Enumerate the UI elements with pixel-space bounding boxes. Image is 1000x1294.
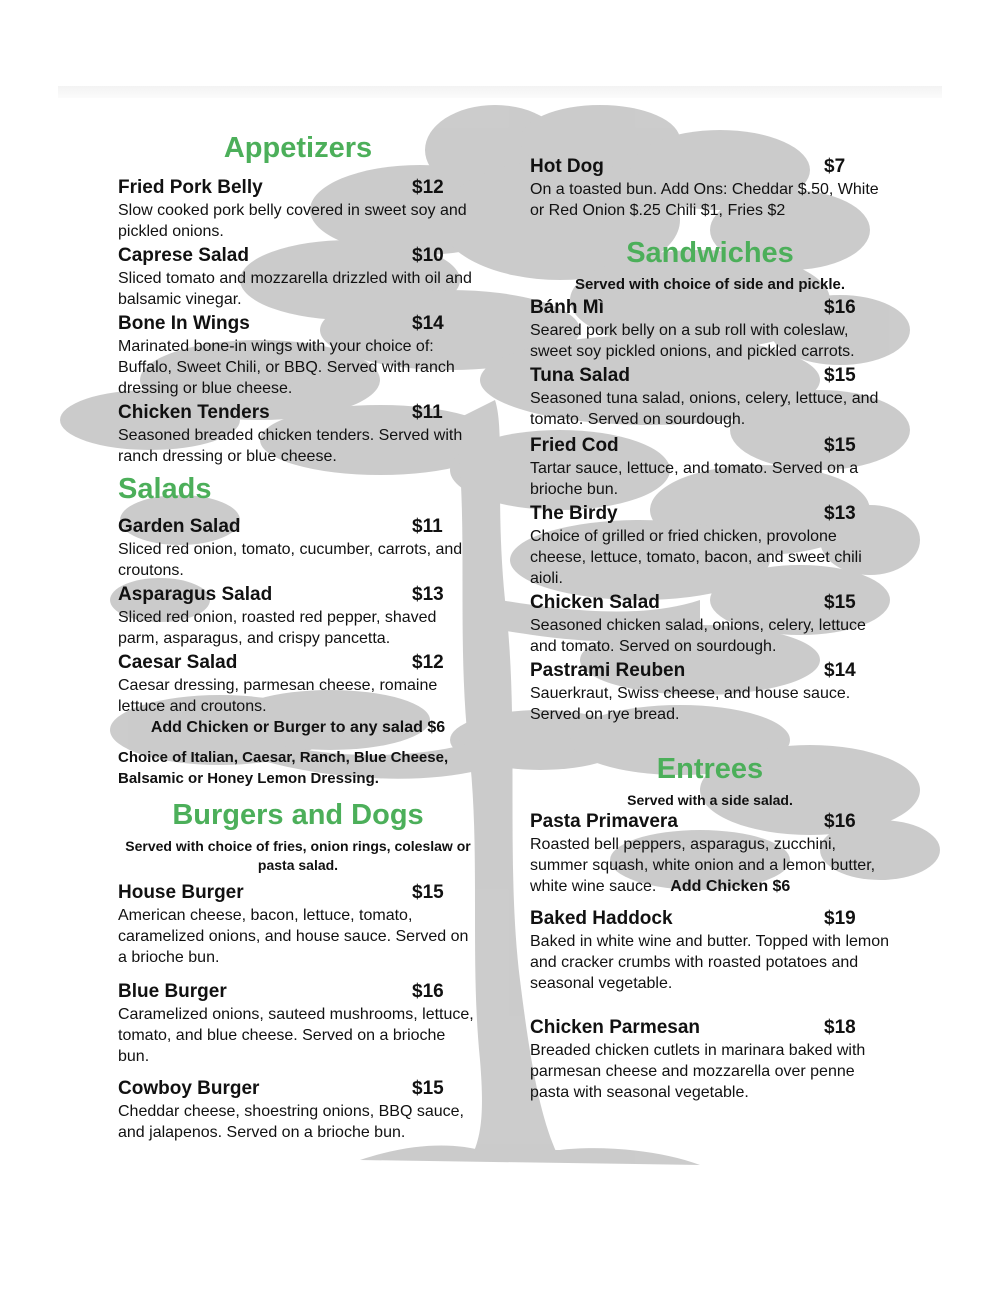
menu-item	[118, 515, 478, 581]
item-name: Blue Burger	[118, 981, 227, 1002]
menu-item	[118, 881, 478, 968]
item-price: $16	[412, 981, 444, 1002]
item-description: Seasoned tuna salad, onions, celery, lettuce, and tomato. Served on sourdough.	[530, 390, 879, 428]
salad-add-note: Add Chicken or Burger to any salad $6	[150, 719, 446, 736]
add-chicken-note: Add Chicken $6	[670, 878, 791, 895]
menu-item	[530, 502, 890, 589]
entrees-heading: Entrees	[656, 753, 764, 785]
item-price: $11	[412, 516, 443, 537]
item-name: House Burger	[118, 882, 244, 903]
menu-item	[530, 364, 890, 430]
burgers-heading: Burgers and Dogs	[172, 799, 424, 831]
item-price: $10	[412, 245, 444, 266]
item-name: Cowboy Burger	[118, 1078, 260, 1099]
item-name: Chicken Parmesan	[530, 1017, 701, 1038]
item-description: Seared pork belly on a sub roll with coleslaw, sweet soy pickled onions, and pickled carrots.	[530, 322, 855, 360]
menu-item	[118, 1077, 478, 1143]
item-description: Caramelized onions, sauteed mushrooms, lettuce, tomato, and blue cheese. Served on a brioche bun.	[118, 1006, 474, 1065]
item-description: Choice of grilled or fried chicken, provolone cheese, lettuce, tomato, bacon, and sweet chili aioli.	[530, 528, 862, 587]
item-name: Asparagus Salad	[118, 584, 273, 605]
menu-item	[530, 907, 890, 994]
item-price: $13	[412, 584, 444, 605]
salads-heading: Salads	[118, 473, 212, 505]
item-price: $15	[824, 435, 856, 456]
item-name: Chicken Salad	[530, 592, 660, 613]
menu-item	[118, 980, 478, 1067]
item-name: Tuna Salad	[530, 365, 630, 386]
item-name: Caesar Salad	[118, 652, 238, 673]
item-name: Baked Haddock	[530, 908, 673, 929]
item-price: $15	[412, 882, 444, 903]
item-price: $19	[824, 908, 856, 929]
menu-item	[530, 155, 890, 221]
menu-item	[530, 1016, 890, 1103]
item-description: Sliced red onion, tomato, cucumber, carrots, and croutons.	[118, 541, 463, 579]
item-price: $15	[824, 365, 856, 386]
item-description: Sauerkraut, Swiss cheese, and house sauce. Served on rye bread.	[530, 685, 851, 723]
appetizers-heading: Appetizers	[223, 132, 373, 164]
item-price: $18	[824, 1017, 856, 1038]
item-price: $14	[412, 313, 444, 334]
item-description: Cheddar cheese, shoestring onions, BBQ sauce, and jalapenos. Served on a brioche bun.	[118, 1103, 464, 1141]
item-price: $7	[824, 156, 846, 177]
burgers-note: Served with choice of fries, onion rings, coleslaw or pasta salad.	[125, 838, 471, 873]
item-name: Chicken Tenders	[118, 402, 270, 423]
menu-item	[530, 434, 890, 500]
sandwiches-note: Served with choice of side and pickle.	[574, 276, 846, 293]
item-name: Hot Dog	[530, 156, 604, 177]
menu-item	[118, 244, 478, 310]
item-description: Sliced red onion, roasted red pepper, shaved parm, asparagus, and crispy pancetta.	[118, 609, 437, 647]
item-name: Caprese Salad	[118, 245, 249, 266]
menu-item	[530, 659, 890, 725]
item-price: $15	[412, 1078, 444, 1099]
item-price: $13	[824, 503, 856, 524]
item-description: Seasoned breaded chicken tenders. Served with ranch dressing or blue cheese.	[118, 427, 463, 465]
item-price: $12	[412, 177, 444, 198]
item-name: Bone In Wings	[118, 313, 250, 334]
menu-item	[530, 810, 890, 897]
menu-item	[118, 312, 478, 399]
item-price: $16	[824, 811, 856, 832]
item-name: Fried Cod	[530, 435, 619, 456]
item-description: Baked in white wine and butter. Topped with lemon and cracker crumbs with roasted potatoes and seasonal vegetable.	[530, 933, 890, 992]
item-description: Sliced tomato and mozzarella drizzled with oil and balsamic vinegar.	[118, 270, 472, 308]
menu-item	[118, 401, 478, 467]
menu-item	[118, 583, 478, 649]
entrees-note: Served with a side salad.	[627, 792, 793, 808]
item-price: $14	[824, 660, 856, 681]
item-description: Breaded chicken cutlets in marinara baked with parmesan cheese and mozzarella over penne pasta with seasonal vegetable.	[530, 1042, 866, 1101]
item-price: $12	[412, 652, 444, 673]
item-price: $15	[824, 592, 856, 613]
menu-item	[118, 176, 478, 242]
item-name: Garden Salad	[118, 516, 241, 537]
item-name: Fried Pork Belly	[118, 177, 263, 198]
item-description: Caesar dressing, parmesan cheese, romaine lettuce and croutons.	[118, 677, 438, 715]
dressing-note: Choice of Italian, Caesar, Ranch, Blue Cheese, Balsamic or Honey Lemon Dressing.	[118, 749, 449, 787]
item-name: The Birdy	[530, 503, 618, 524]
item-description: Roasted bell peppers, asparagus, zucchini, summer squash, white onion and a lemon butter, white wine sauce.	[530, 836, 876, 895]
item-name: Bánh Mì	[530, 297, 604, 318]
menu-item	[530, 591, 890, 657]
left-column	[118, 130, 478, 1143]
item-description: Slow cooked pork belly covered in sweet soy and pickled onions.	[118, 202, 467, 240]
item-description: American cheese, bacon, lettuce, tomato, caramelized onions, and house sauce. Served on a brioche bun.	[118, 907, 469, 966]
sandwiches-heading: Sandwiches	[626, 237, 794, 269]
item-name: Pasta Primavera	[530, 811, 678, 832]
item-name: Pastrami Reuben	[530, 660, 686, 681]
item-description: Marinated bone-in wings with your choice of: Buffalo, Sweet Chili, or BBQ. Served with ranch dressing or blue cheese.	[118, 338, 455, 397]
item-price: $16	[824, 297, 856, 318]
item-description: On a toasted bun. Add Ons: Cheddar $.50, White or Red Onion $.25 Chili $1, Fries $2	[530, 181, 879, 219]
item-description: Seasoned chicken salad, onions, celery, lettuce and tomato. Served on sourdough.	[530, 617, 866, 655]
item-description: Tartar sauce, lettuce, and tomato. Served on a brioche bun.	[530, 460, 859, 498]
item-price: $11	[412, 402, 443, 423]
menu-item	[530, 296, 890, 362]
right-column	[530, 155, 890, 1103]
menu-item	[118, 651, 478, 717]
